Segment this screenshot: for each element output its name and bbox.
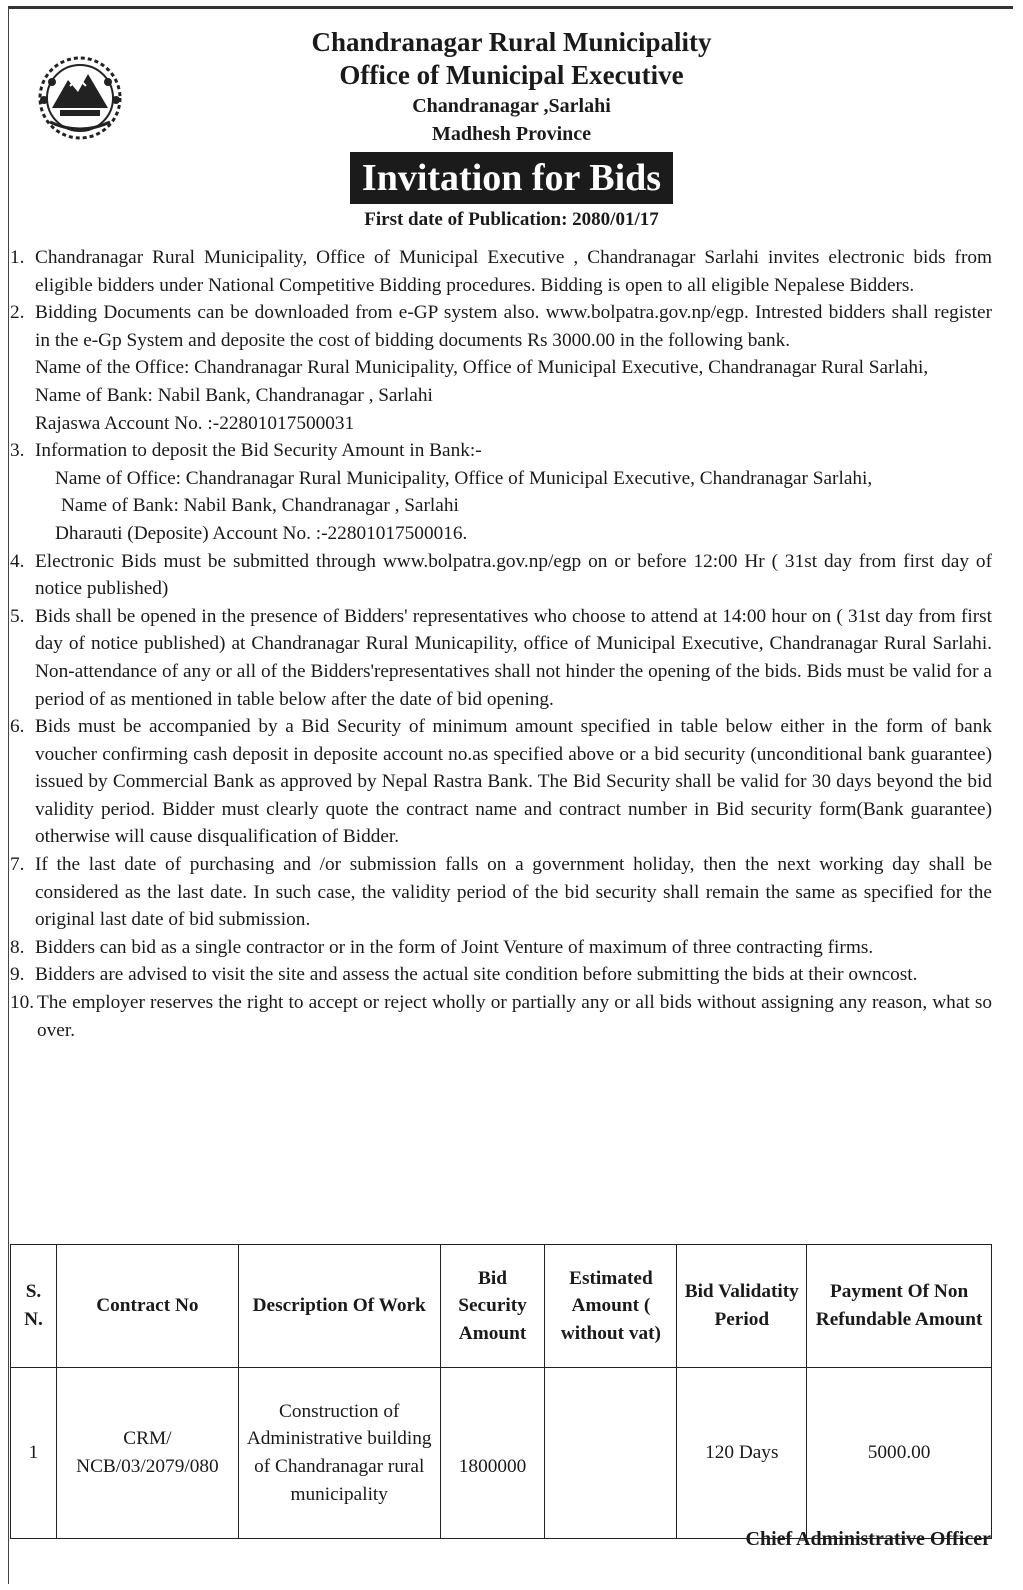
- notice-body: [10, 244, 992, 1044]
- list-item: 4. Electronic Bids must be submitted through www.bolpatra.gov.np/egp on or before 12:00 Hr ( 31st day from first day of notice published): [10, 550, 992, 600]
- address-line: Chandranagar ,Sarlahi: [412, 95, 611, 117]
- list-item: 1. Chandranagar Rural Municipality, Office of Municipal Executive , Chandranagar Sarlahi invites electronic bids from eligible bidders under National Competitive Bidding procedures. Bidding is open to all eligible Nepalese Bidders.: [10, 247, 992, 296]
- notice-title: Invitation for Bids: [350, 152, 673, 204]
- table-header-row: [11, 1245, 992, 1368]
- notice-header: [0, 26, 1023, 234]
- list-item: 7. If the last date of purchasing and /or submission falls on a government holiday, then the next working day shall be considered as the last date. In such case, the validity period of the bid security shall remain the same as specified for the original last date of bid submission.: [10, 854, 992, 931]
- bids-table: [10, 1244, 992, 1539]
- col-contract-no: Contract No: [56, 1245, 238, 1368]
- cell-description: Construction of Administrative building of Chandranagar rural municipality: [238, 1368, 440, 1539]
- list-item: 2. Bidding Documents can be downloaded from e-GP system also. www.bolpatra.gov.np/egp. Intrested bidders shall register in the e-Gp System and deposite the cost of bidding documents Rs 3000.00 in the following bank. Name of the Office: Chandranagar Rural Municipality, Office of Municipal Executive, Chandranagar Rural Sarlahi, Name of Bank: Nabil Bank, Chandranagar , Sarlahi Rajaswa Account No. :-22801017500031: [10, 299, 992, 437]
- cell-contract-no: CRM/ NCB/03/2079/080: [56, 1368, 238, 1539]
- col-validity: Bid Validatity Period: [677, 1245, 807, 1368]
- list-item: 6. Bids must be accompanied by a Bid Security of minimum amount specified in table below either in the form of bank voucher confirming cash deposit in deposite account no.as specified above or a bid security (unconditional bank guarantee) issued by Commercial Bank as approved by Nepal Rastra Bank. The Bid Security shall be valid for 30 days beyond the bid validity period. Bidder must clearly quote the contract name and contract number in Bid security form(Bank guarantee) otherwise will cause disqualification of Bidder.: [10, 716, 992, 848]
- cell-payment: 5000.00: [807, 1368, 992, 1539]
- list-item: 9. Bidders are advised to visit the site and assess the actual site condition before submitting the bids at their owncost.: [10, 964, 918, 986]
- col-estimated-amount: Estimated Amount ( without vat): [545, 1245, 677, 1368]
- bank-account: Dharauti (Deposite) Account No. :-22801017500016.: [55, 522, 468, 544]
- list-item: 8. Bidders can bid as a single contractor or in the form of Joint Venture of maximum of three contracting firms.: [10, 936, 874, 958]
- bank-name: Name of Bank: Nabil Bank, Chandranagar , Sarlahi: [61, 495, 459, 517]
- list-item: 10. The employer reserves the right to accept or reject wholly or partially any or all bids without assigning any reason, what so over.: [10, 992, 992, 1041]
- list-item: 3. Information to deposit the Bid Security Amount in Bank:- Name of Office: Chandranagar Rural Municipality, Office of Municipal Executive, Chandranagar Sarlahi, Name of Bank: Nabil Bank, Chandranagar , Sarlahi Dharauti (Deposite) Account No. :-22801017500016.: [10, 437, 992, 547]
- province-line: Madhesh Province: [431, 123, 592, 145]
- publication-date: First date of Publication: 2080/01/17: [364, 209, 659, 230]
- bank-account: Rajaswa Account No. :-22801017500031: [35, 412, 355, 434]
- office-name: Office of Municipal Executive: [339, 60, 684, 90]
- bank-office: Name of the Office: Chandranagar Rural Municipality, Office of Municipal Executive, Chandranagar Rural Sarlahi,: [35, 357, 929, 379]
- bank-office: Name of Office: Chandranagar Rural Municipality, Office of Municipal Executive, Chandranagar Sarlahi,: [55, 467, 873, 489]
- signature-title: Chief Administrative Officer: [745, 1528, 991, 1550]
- list-item: 5. Bids shall be opened in the presence of Bidders' representatives who choose to attend at 14:00 hour on ( 31st day from first day of notice published) at Chandranagar Rural Municapility, office of Municipal Executive, Chandranagar Rural Sarlahi. Non-attendance of any or all of the Bidders'representatives shall not hinder the opening of the bids. Bids must be valid for a period of as mentioned in table below after the date of bid opening.: [10, 605, 992, 710]
- cell-estimated-amount: [545, 1368, 677, 1539]
- col-bid-security: Bid Security Amount: [440, 1245, 545, 1368]
- cell-validity: 120 Days: [677, 1368, 807, 1539]
- cell-sn: 1: [11, 1368, 57, 1539]
- bank-name: Name of Bank: Nabil Bank, Chandranagar , Sarlahi: [35, 384, 433, 406]
- cell-bid-security: 1800000: [440, 1368, 545, 1539]
- col-payment: Payment Of Non Refundable Amount: [807, 1245, 992, 1368]
- org-name: Chandranagar Rural Municipality: [311, 27, 712, 57]
- col-description: Description Of Work: [238, 1245, 440, 1368]
- col-sn: S. N.: [11, 1245, 57, 1368]
- table-row: [11, 1368, 992, 1539]
